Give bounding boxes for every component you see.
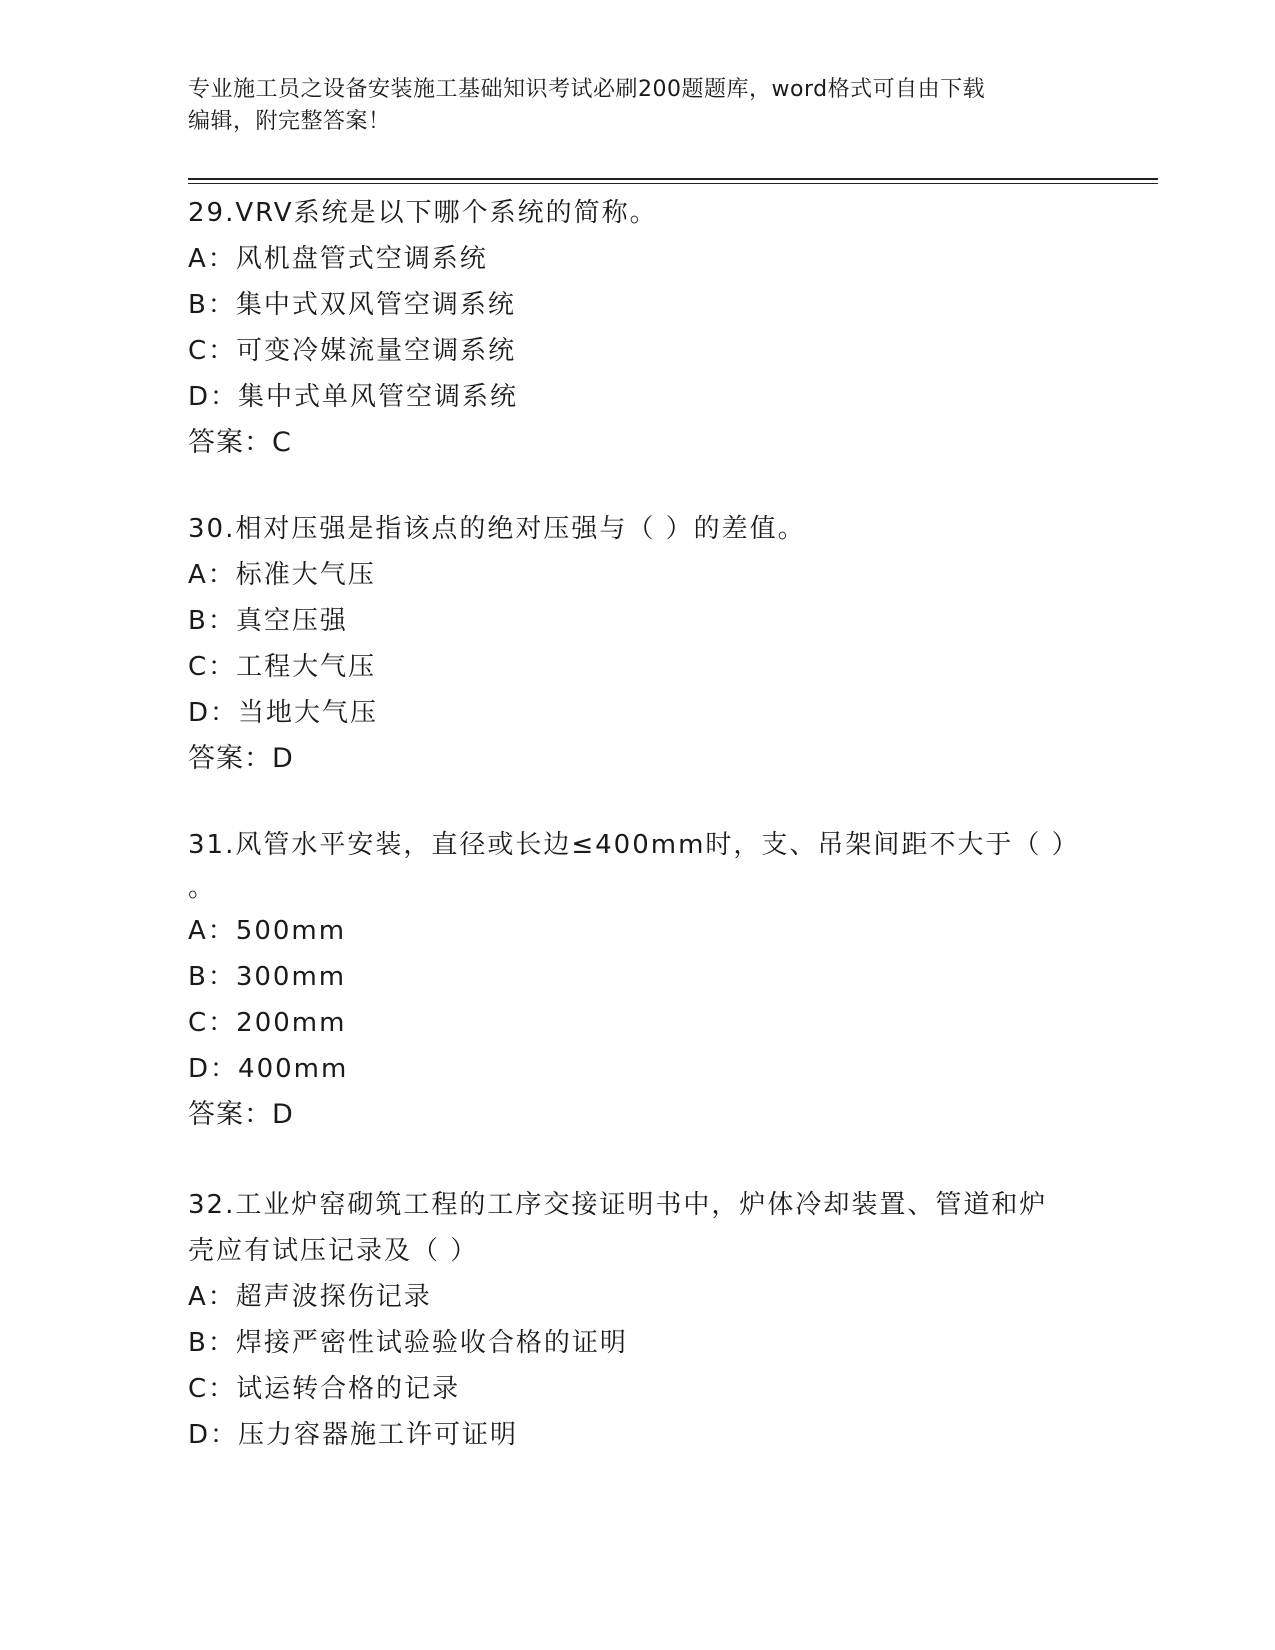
option-a: A：超声波探伤记录 <box>188 1282 432 1312</box>
answer-text: 答案：C <box>188 427 292 458</box>
question-32 <box>188 1182 1088 1458</box>
question-text: 29.VRV系统是以下哪个系统的简称。 <box>188 198 658 228</box>
option-b: B：集中式双风管空调系统 <box>188 290 516 320</box>
option-c: C：200mm <box>188 1008 347 1038</box>
question-30 <box>188 506 1088 782</box>
option-d: D：集中式单风管空调系统 <box>188 382 519 412</box>
question-text-line-2: 壳应有试压记录及（ ） <box>188 1236 479 1266</box>
option-b: B：真空压强 <box>188 606 348 636</box>
option-c: C：可变冷媒流量空调系统 <box>188 336 517 366</box>
answer-text: 答案：D <box>188 743 294 774</box>
document-header <box>188 74 1068 138</box>
question-text-line-1: 31.风管水平安装，直径或长边≤400mm时，支、吊架间距不大于（ ） <box>188 830 1080 860</box>
question-31 <box>188 822 1088 1138</box>
question-text: 30.相对压强是指该点的绝对压强与（ ）的差值。 <box>188 514 806 544</box>
answer-text: 答案：D <box>188 1099 294 1130</box>
question-text-line-2: 。 <box>188 873 217 903</box>
header-line-1: 专业施工员之设备安装施工基础知识考试必刷200题题库，word格式可自由下载 <box>188 77 986 102</box>
option-d: D：压力容器施工许可证明 <box>188 1420 519 1450</box>
option-a: A：500mm <box>188 916 347 946</box>
option-a: A：标准大气压 <box>188 560 376 590</box>
header-line-2: 编辑，附完整答案！ <box>188 109 391 134</box>
question-text-line-1: 32.工业炉窑砌筑工程的工序交接证明书中，炉体冷却装置、管道和炉 <box>188 1190 1048 1220</box>
header-divider-thin <box>188 183 1158 184</box>
option-b: B：焊接严密性试验验收合格的证明 <box>188 1328 628 1358</box>
header-divider-thick <box>188 178 1158 180</box>
option-a: A：风机盘管式空调系统 <box>188 244 488 274</box>
option-c: C：工程大气压 <box>188 652 377 682</box>
option-d: D：当地大气压 <box>188 698 379 728</box>
option-d: D：400mm <box>188 1054 349 1084</box>
question-29 <box>188 190 1088 466</box>
option-c: C：试运转合格的记录 <box>188 1374 461 1404</box>
option-b: B：300mm <box>188 962 347 992</box>
